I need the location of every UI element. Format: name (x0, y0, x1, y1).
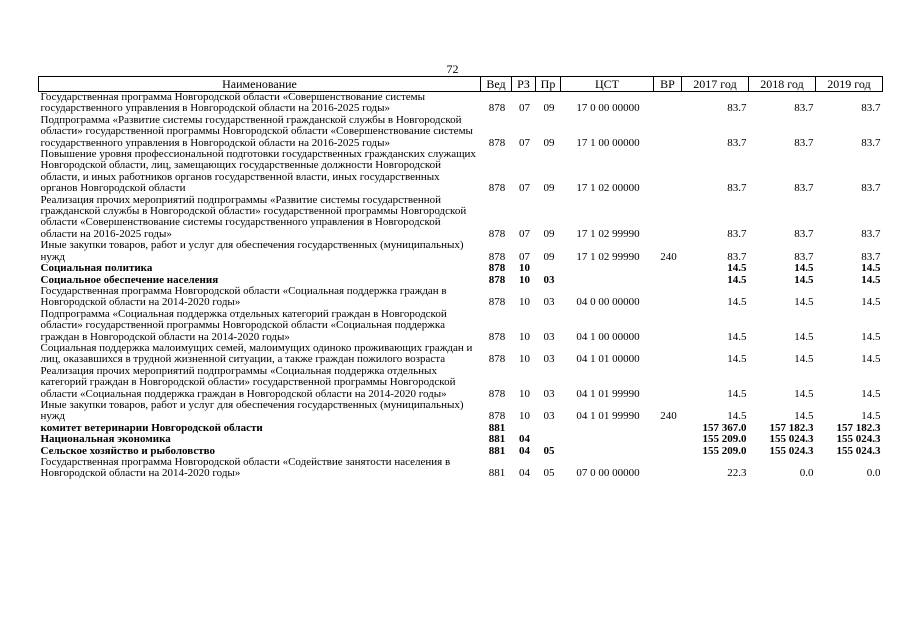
row-name: Национальная экономика (40, 433, 171, 446)
row-2018: 83.7 (794, 182, 814, 195)
row-vr (654, 309, 682, 343)
table-row (39, 92, 883, 115)
row-cst: 04 1 00 00000 (576, 330, 640, 343)
row-2019: 0.0 (866, 467, 881, 480)
row-ved: 878 (488, 136, 506, 149)
row-rz: 10 (519, 353, 530, 366)
row-vr (654, 343, 682, 366)
row-name: Государственная программа Новгородской области «Социальная поддержка граждан в Новгородской области на 2014-2020 годы» (40, 284, 447, 309)
row-ved: 878 (488, 227, 506, 240)
row-2019: 155 024.3 (836, 444, 881, 457)
row-pr: 03 (543, 296, 555, 309)
row-2017: 83.7 (727, 136, 747, 149)
table-row (39, 309, 883, 343)
row-rz: 10 (519, 273, 530, 286)
table-header-row (39, 77, 883, 92)
row-vr (654, 275, 682, 286)
row-vr (654, 115, 682, 149)
row-name: Сельское хозяйство и рыболовство (40, 444, 215, 457)
table-row (39, 457, 883, 480)
header-2017: 2017 год (682, 77, 749, 92)
table-row (39, 434, 883, 445)
row-ved: 881 (488, 433, 506, 446)
row-2018: 14.5 (794, 387, 814, 400)
row-name: Реализация прочих мероприятий подпрограммы «Развитие системы государственной гражданской службы в Новгородской области» государственной программы Новгородской области «Совершенствование системы государственного управления в Новгородской области на 2016-2025 годы» (40, 193, 467, 240)
row-rz: 07 (519, 182, 530, 195)
row-cst: 04 1 01 99990 (576, 387, 640, 400)
row-pr: 03 (543, 387, 555, 400)
row-2019: 14.5 (861, 387, 881, 400)
row-2017: 157 367.0 (702, 421, 747, 434)
row-2019: 83.7 (861, 250, 881, 263)
row-2019: 14.5 (861, 353, 881, 366)
row-2017: 83.7 (727, 250, 747, 263)
row-rz: 10 (519, 387, 530, 400)
row-pr (536, 423, 561, 434)
row-2018: 83.7 (794, 102, 814, 115)
table-body (39, 92, 883, 480)
row-2018: 14.5 (794, 353, 814, 366)
row-2017: 83.7 (727, 182, 747, 195)
row-2019: 83.7 (861, 227, 881, 240)
row-2019: 157 182.3 (836, 421, 881, 434)
row-2019: 14.5 (861, 273, 881, 286)
row-2017: 14.5 (727, 410, 747, 423)
row-name: комитет ветеринарии Новгородской области (40, 421, 263, 434)
row-vr (654, 286, 682, 309)
table-row (39, 263, 883, 274)
row-pr: 03 (543, 273, 555, 286)
header-ved: Вед (481, 77, 512, 92)
row-ved: 878 (488, 250, 506, 263)
table-row (39, 195, 883, 241)
row-name: Социальная поддержка малоимущих семей, малоимущих одиноко проживающих граждан и лиц, оказавшихся в трудной жизненной ситуации, а также граждан пожилого возраста (40, 341, 473, 366)
row-cst: 17 1 02 99990 (576, 250, 640, 263)
header-2019: 2019 год (816, 77, 883, 92)
row-ved: 878 (488, 273, 506, 286)
row-2018: 14.5 (794, 273, 814, 286)
row-vr (654, 457, 682, 480)
row-cst (561, 446, 654, 457)
row-cst: 17 1 02 99990 (576, 227, 640, 240)
row-name: Иные закупки товаров, работ и услуг для обеспечения государственных (муниципальных) нужд (40, 239, 464, 263)
row-ved: 878 (488, 353, 506, 366)
row-2018: 14.5 (794, 330, 814, 343)
row-rz: 07 (519, 102, 530, 115)
row-pr: 05 (543, 467, 555, 480)
row-vr (654, 92, 682, 115)
row-cst: 07 0 00 00000 (576, 467, 640, 480)
row-ved: 878 (488, 330, 506, 343)
row-name: Государственная программа Новгородской области «Совершенствование системы государственного управления в Новгородской области на 2016-2025 годы» (40, 91, 426, 115)
header-2018: 2018 год (749, 77, 816, 92)
row-cst: 04 1 01 99990 (576, 410, 640, 423)
row-2017: 14.5 (727, 387, 747, 400)
row-ved: 881 (488, 467, 506, 480)
row-cst (561, 434, 654, 445)
row-cst (561, 275, 654, 286)
header-pr: Пр (536, 77, 561, 92)
row-cst: 17 1 02 00000 (576, 182, 640, 195)
row-2019: 14.5 (861, 262, 881, 275)
row-2019: 83.7 (861, 182, 881, 195)
row-pr: 03 (543, 410, 555, 423)
table-row (39, 240, 883, 263)
row-cst: 04 1 01 00000 (576, 353, 640, 366)
row-ved: 878 (488, 182, 506, 195)
row-2018: 0.0 (799, 467, 814, 480)
page-number: 72 (446, 62, 459, 76)
row-pr: 09 (543, 136, 555, 149)
row-rz: 04 (519, 467, 530, 480)
row-rz: 07 (519, 227, 530, 240)
row-cst: 04 0 00 00000 (576, 296, 640, 309)
row-name: Иные закупки товаров, работ и услуг для обеспечения государственных (муниципальных) нужд (40, 398, 464, 423)
row-ved: 878 (488, 410, 506, 423)
row-2017: 155 209.0 (702, 444, 747, 457)
row-2018: 14.5 (794, 262, 814, 275)
row-2017: 83.7 (727, 227, 747, 240)
table-row (39, 149, 883, 195)
row-vr (654, 366, 682, 400)
row-pr (536, 263, 561, 274)
row-rz: 10 (519, 330, 530, 343)
row-name: Социальная политика (40, 262, 153, 275)
table-row (39, 400, 883, 423)
header-vr: ВР (654, 77, 682, 92)
row-name: Подпрограмма «Социальная поддержка отдельных категорий граждан в Новгородской области» государственной программы Новгородской области «Социальная поддержка граждан в Новгородской области на 2014-2020 годы» (40, 307, 447, 343)
row-vr (654, 434, 682, 445)
table-row (39, 115, 883, 149)
row-pr: 09 (543, 227, 555, 240)
row-ved: 878 (488, 387, 506, 400)
row-ved: 881 (488, 421, 506, 434)
table-row (39, 343, 883, 366)
row-pr: 03 (543, 353, 555, 366)
row-2019: 83.7 (861, 136, 881, 149)
header-rz: РЗ (512, 77, 536, 92)
row-pr: 03 (543, 330, 555, 343)
row-2017: 155 209.0 (702, 433, 747, 446)
row-vr (654, 423, 682, 434)
row-name: Подпрограмма «Развитие системы государственной гражданской службы в Новгородской области» государственной программы Новгородской области «Совершенствование системы государственного управления в Новгородской области на 2016-2025 годы» (40, 113, 473, 149)
row-cst: 17 1 00 00000 (576, 136, 640, 149)
row-cst: 17 0 00 00000 (576, 102, 640, 115)
row-pr: 09 (543, 250, 555, 263)
row-rz: 10 (519, 296, 530, 309)
row-vr (654, 195, 682, 241)
row-2018: 83.7 (794, 136, 814, 149)
row-2017: 83.7 (727, 102, 747, 115)
row-2019: 14.5 (861, 296, 881, 309)
row-rz: 10 (519, 262, 530, 275)
row-ved: 878 (488, 262, 506, 275)
row-2018: 14.5 (794, 410, 814, 423)
row-2017: 14.5 (727, 296, 747, 309)
row-2018: 83.7 (794, 227, 814, 240)
row-2018: 83.7 (794, 250, 814, 263)
row-pr: 05 (543, 444, 555, 457)
row-2017: 14.5 (727, 262, 747, 275)
row-2017: 14.5 (727, 330, 747, 343)
row-ved: 878 (488, 296, 506, 309)
header-cst: ЦСТ (561, 77, 654, 92)
row-rz: 04 (519, 444, 530, 457)
budget-table (38, 76, 883, 480)
row-2018: 157 182.3 (769, 421, 814, 434)
row-vr: 240 (660, 410, 677, 423)
row-name: Государственная программа Новгородской области «Содействие занятости населения в Новгородской области на 2014-2020 годы» (40, 456, 451, 480)
row-cst (561, 263, 654, 274)
row-rz: 07 (519, 250, 530, 263)
row-name: Реализация прочих мероприятий подпрограммы «Социальная поддержка отдельных категорий граждан в Новгородской области» государственной программы Новгородской области «Социальная поддержка граждан в Новгородской области на 2014-2020 годы» (40, 364, 456, 400)
row-vr (654, 263, 682, 274)
row-ved: 878 (488, 102, 506, 115)
row-cst (561, 423, 654, 434)
row-2018: 155 024.3 (769, 433, 814, 446)
row-2019: 83.7 (861, 102, 881, 115)
row-2018: 155 024.3 (769, 444, 814, 457)
row-2019: 14.5 (861, 410, 881, 423)
row-name: Повышение уровня профессиональной подготовки государственных гражданских служащих Новгородской области, лиц, замещающих государственные должности Новгородской области, и иных работников органов государственной власти, иных государственных органов Новгородской области (40, 148, 476, 195)
row-rz: 04 (519, 433, 530, 446)
row-2019: 14.5 (861, 330, 881, 343)
row-vr: 240 (660, 250, 677, 263)
row-2017: 14.5 (727, 353, 747, 366)
row-2017: 22.3 (727, 467, 747, 480)
row-vr (654, 149, 682, 195)
row-rz: 10 (519, 410, 530, 423)
row-2019: 155 024.3 (836, 433, 881, 446)
row-pr: 09 (543, 182, 555, 195)
table-row (39, 286, 883, 309)
row-pr: 09 (543, 102, 555, 115)
header-name: Наименование (39, 77, 481, 92)
row-ved: 881 (488, 444, 506, 457)
row-pr (536, 434, 561, 445)
row-vr (654, 446, 682, 457)
table-row (39, 366, 883, 400)
row-2018: 14.5 (794, 296, 814, 309)
row-name: Социальное обеспечение населения (40, 273, 219, 286)
row-2017: 14.5 (727, 273, 747, 286)
row-rz: 07 (519, 136, 530, 149)
